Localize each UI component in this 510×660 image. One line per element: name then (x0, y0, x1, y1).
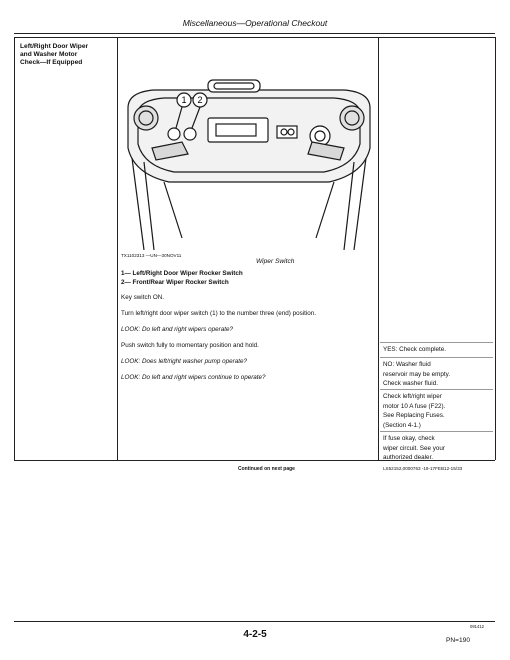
response-dealer-line: wiper circuit. See your (383, 444, 445, 452)
response-fuse-line: (Section 4-1.) (383, 421, 421, 429)
table-top-rule (14, 37, 495, 38)
column-divider-response (378, 37, 379, 460)
response-no-line: reservoir may be empty. (383, 370, 451, 378)
figure-caption: Wiper Switch (256, 258, 295, 265)
section-title-line: and Washer Motor (20, 51, 78, 58)
response-fuse (383, 392, 483, 430)
section-title (20, 43, 104, 67)
step-look-continue: LOOK: Do left and right wipers continue to operate? (121, 374, 266, 381)
response-dealer-line: If fuse okay, check (383, 435, 435, 442)
page-number: 4-2-5 (243, 629, 267, 640)
response-rule (380, 431, 493, 432)
wiper-switch-illustration (124, 78, 374, 250)
response-no-line: Check washer fluid. (383, 380, 438, 388)
section-title-line: Check—If Equipped (20, 59, 83, 66)
response-dealer (383, 434, 483, 463)
response-rule (380, 342, 493, 343)
print-number: PN=190 (446, 637, 471, 644)
table-right-border (495, 37, 496, 460)
response-fuse-line: Check left/right wiper (383, 393, 442, 400)
response-no-line: NO: Washer fluid (383, 361, 431, 368)
response-fuse-line: See Replacing Fuses. (383, 412, 445, 420)
legend-item: 2— Front/Rear Wiper Rocker Switch (121, 279, 229, 286)
table-left-border (14, 37, 15, 460)
legend-item: 1— Left/Right Door Wiper Rocker Switch (121, 270, 243, 277)
figure-id: TX1102313 —UN—30NOV11 (121, 253, 182, 258)
response-dealer-line: authorized dealer. (383, 454, 434, 462)
callout-2: 2 (197, 95, 203, 105)
response-no (383, 360, 483, 389)
step-look-washer: LOOK: Does left/right washer pump operate? (121, 358, 248, 365)
header-rule (14, 33, 495, 34)
response-rule (380, 357, 493, 358)
footer-rule (14, 621, 495, 622)
column-divider-title (117, 37, 118, 460)
step-key-switch: Key switch ON. (121, 294, 165, 301)
page-header-title: Miscellaneous—Operational Checkout (182, 18, 328, 28)
step-look-wipers: LOOK: Do left and right wipers operate? (121, 326, 234, 333)
callout-1: 1 (181, 95, 187, 105)
continued-note: Continued on next page (238, 466, 295, 472)
step-push-switch: Push switch fully to momentary position and hold. (121, 342, 259, 349)
document-reference: LS52152,0000763 -19-17FEB12-15/33 (383, 466, 463, 471)
response-fuse-line: motor 10 A fuse (F22). (383, 402, 446, 410)
footer-code: 091412 (470, 624, 484, 629)
response-rule (380, 389, 493, 390)
response-yes: YES: Check complete. (383, 346, 446, 353)
section-title-line: Left/Right Door Wiper (20, 43, 89, 50)
step-turn-switch: Turn left/right door wiper switch (1) to the number three (end) position. (121, 310, 317, 317)
